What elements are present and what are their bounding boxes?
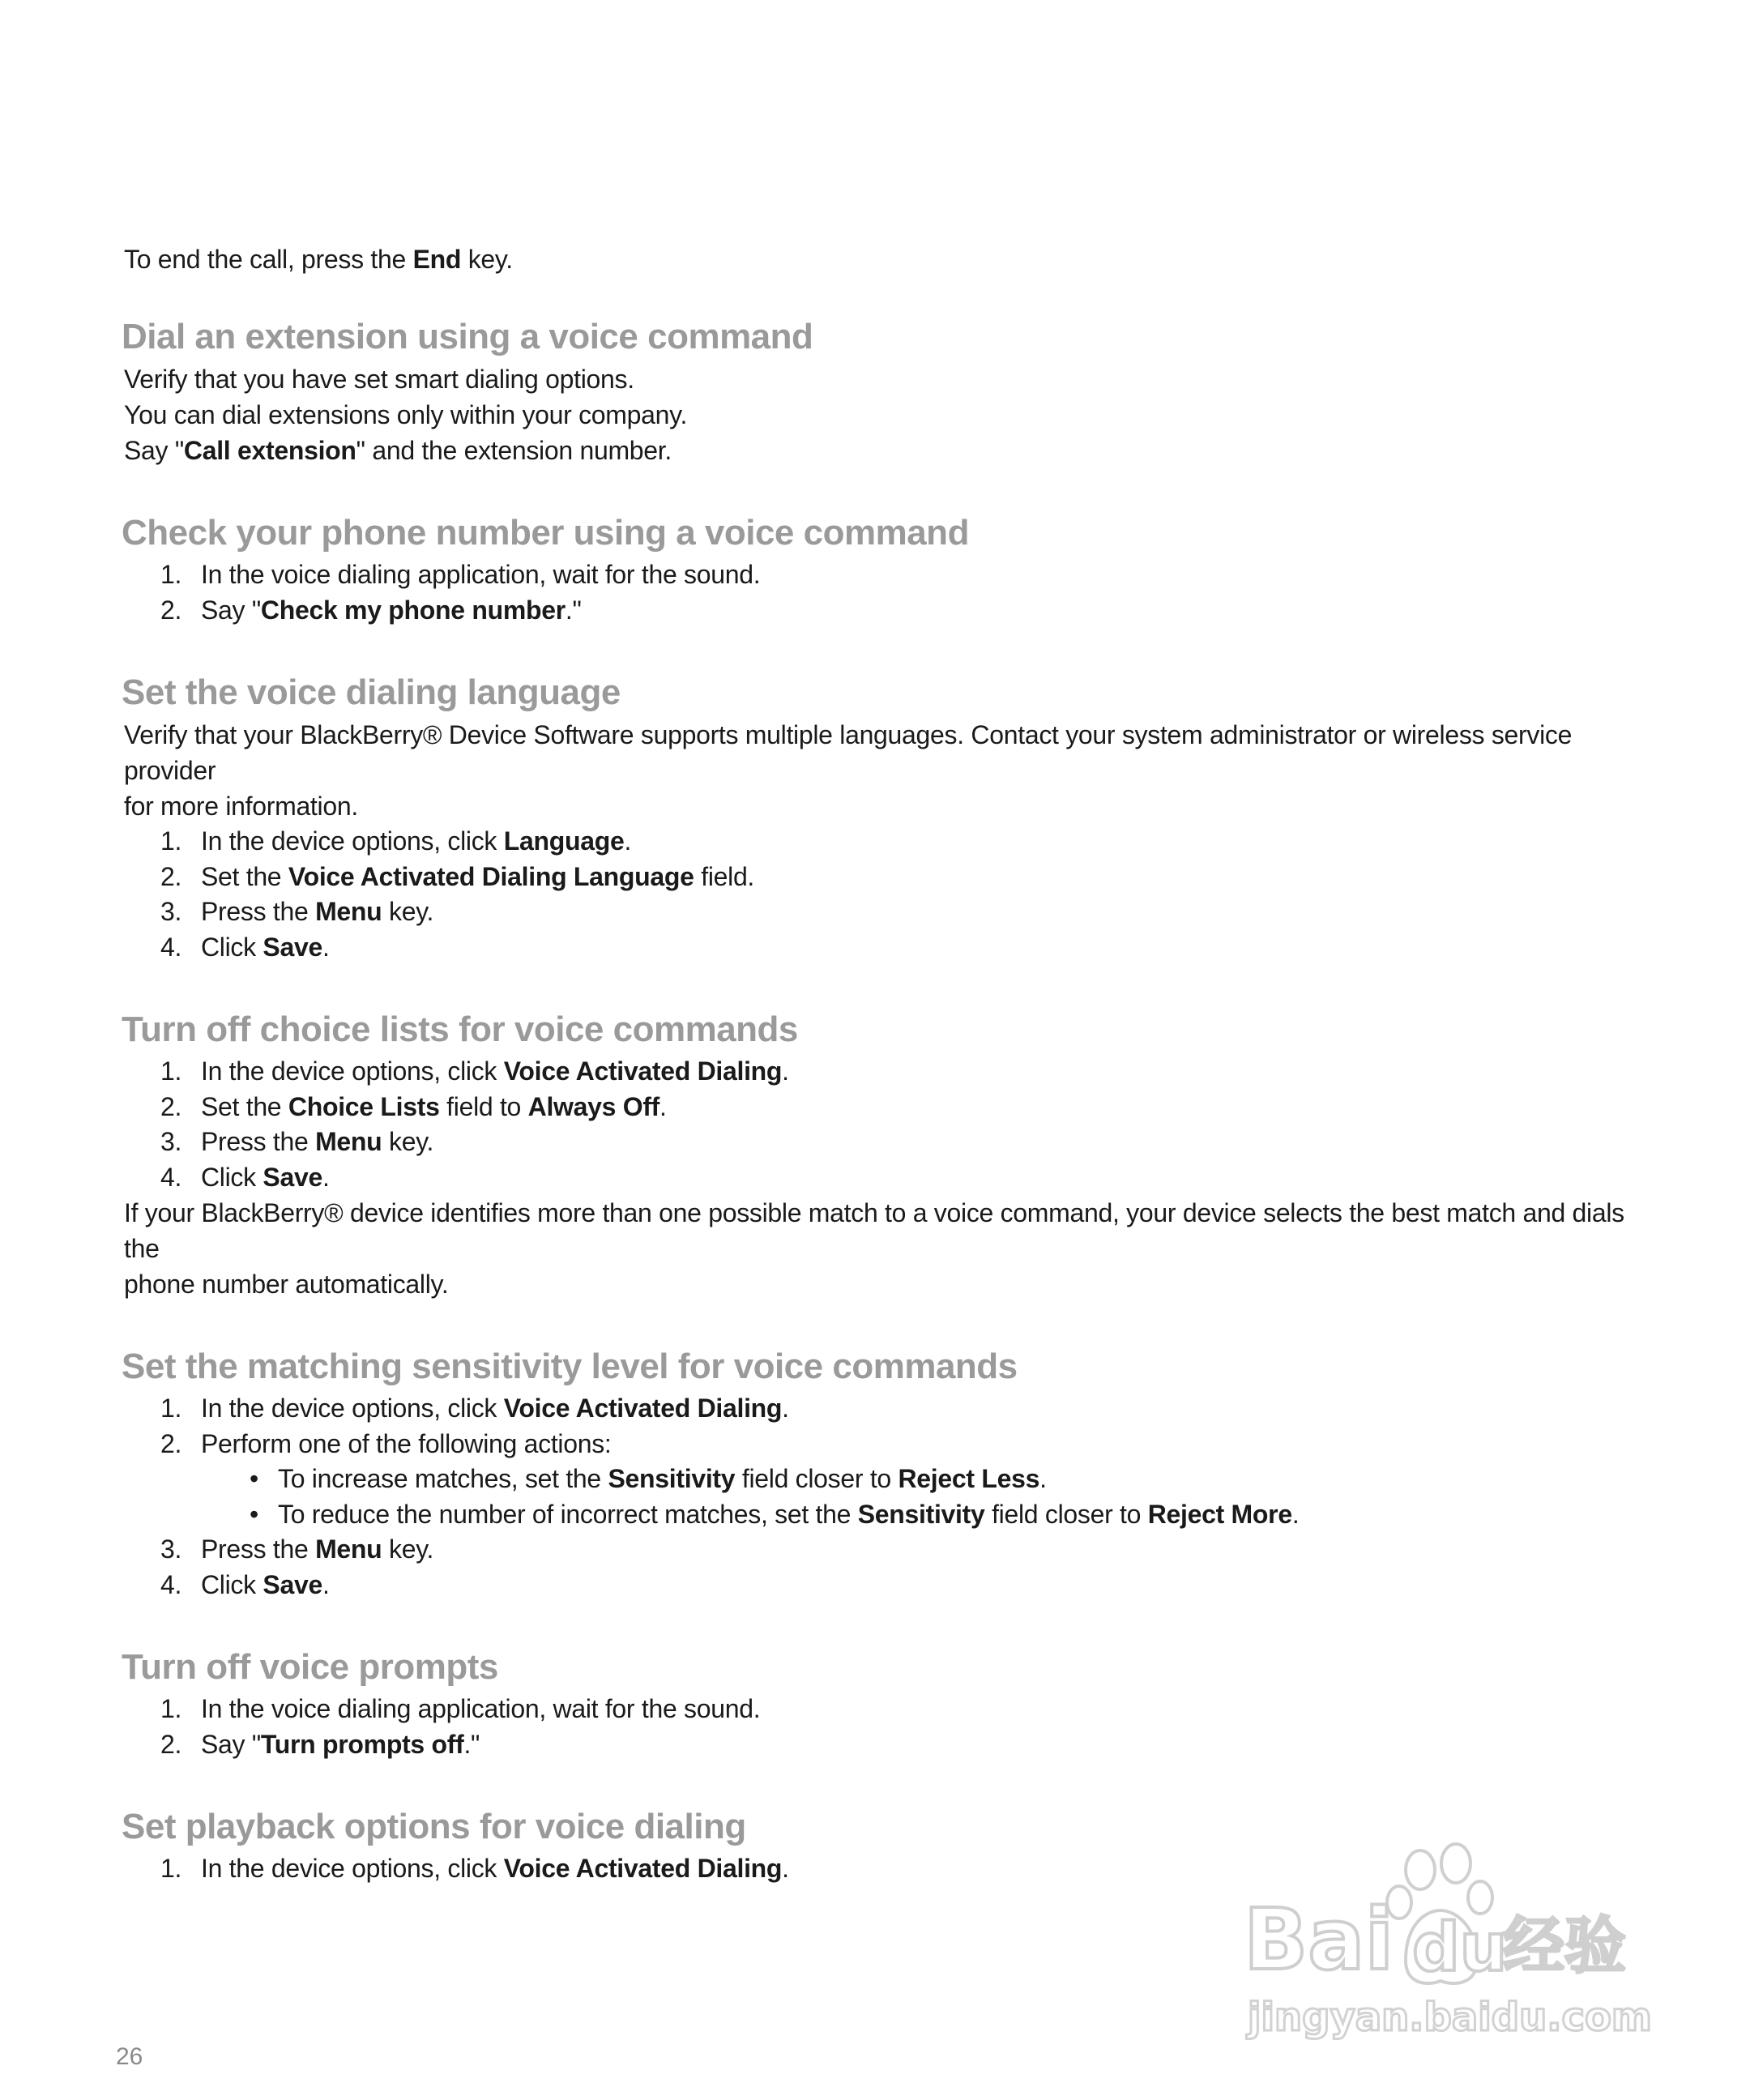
- list-item: 2. Set the Choice Lists field to Always Off.: [160, 1091, 667, 1121]
- list-item: 3. Press the Menu key.: [160, 1127, 434, 1156]
- watermark-url: jingyan.baidu.com: [1248, 1995, 1652, 2040]
- paragraph: If your BlackBerry® device identifies more than one possible match to a voice command, your device selects the best match and dials the: [124, 1198, 1624, 1263]
- section-check-number: [122, 510, 1661, 628]
- list-item: 1. In the device options, click Voice Activated Dialing.: [160, 1394, 789, 1423]
- list-item: 1. In the device options, click Language.: [160, 826, 632, 856]
- paragraph: for more information.: [124, 792, 358, 821]
- svg-text:经验: 经验: [1503, 1910, 1626, 1982]
- section-choice-lists: [122, 1007, 1661, 1302]
- section-heading: Turn off choice lists for voice commands: [122, 1009, 798, 1049]
- list-item: 2. Set the Voice Activated Dialing Language field.: [160, 861, 755, 891]
- bullet-item: • To increase matches, set the Sensitivity field closer to Reject Less.: [250, 1464, 1047, 1493]
- section-dial-extension: [122, 314, 1661, 468]
- list-item: 4. Click Save.: [160, 1569, 330, 1599]
- paragraph: Verify that you have set smart dialing options.: [124, 365, 634, 394]
- section-heading: Dial an extension using a voice command: [122, 317, 813, 356]
- section-heading: Set playback options for voice dialing: [122, 1807, 746, 1846]
- section-heading: Set the voice dialing language: [122, 672, 621, 712]
- section-heading: Check your phone number using a voice command: [122, 513, 969, 553]
- page-number: 26: [116, 2043, 143, 2070]
- list-item: 4. Click Save.: [160, 932, 330, 962]
- section-heading: Turn off voice prompts: [122, 1647, 498, 1687]
- section-heading: Set the matching sensitivity level for voice commands: [122, 1347, 1018, 1386]
- list-item: 1. In the device options, click Voice Activated Dialing.: [160, 1056, 789, 1086]
- list-item: 2. Say "Turn prompts off.": [160, 1729, 480, 1759]
- section-voice-prompts: [122, 1645, 1661, 1762]
- list-item: 2. Perform one of the following actions:: [160, 1428, 612, 1458]
- page-content: [122, 241, 1661, 1887]
- paragraph: phone number automatically.: [124, 1270, 449, 1299]
- baidu-watermark: [1244, 1839, 1665, 2050]
- list-item: 2. Say "Check my phone number.": [160, 595, 582, 625]
- list-item: 1. In the voice dialing application, wait for the sound.: [160, 560, 761, 589]
- list-item: 1. In the device options, click Voice Activated Dialing.: [160, 1854, 789, 1883]
- svg-text:Bai: Bai: [1244, 1890, 1394, 1989]
- list-item: 3. Press the Menu key.: [160, 897, 434, 926]
- bullet-item: • To reduce the number of incorrect matches, set the Sensitivity field closer to Reject More.: [250, 1499, 1300, 1529]
- paragraph: You can dial extensions only within your company.: [124, 400, 688, 429]
- intro-line: To end the call, press the End key.: [124, 245, 513, 274]
- list-item: 4. Click Save.: [160, 1162, 330, 1192]
- list-item: 3. Press the Menu key.: [160, 1534, 434, 1564]
- paragraph: Verify that your BlackBerry® Device Software supports multiple languages. Contact your system administrator or wireless service provider: [124, 720, 1573, 785]
- section-language: [122, 670, 1661, 965]
- paragraph: Say "Call extension" and the extension number.: [124, 436, 672, 465]
- list-item: 1. In the voice dialing application, wait for the sound.: [160, 1694, 761, 1723]
- svg-text:du: du: [1412, 1910, 1508, 1987]
- section-sensitivity: [122, 1344, 1661, 1603]
